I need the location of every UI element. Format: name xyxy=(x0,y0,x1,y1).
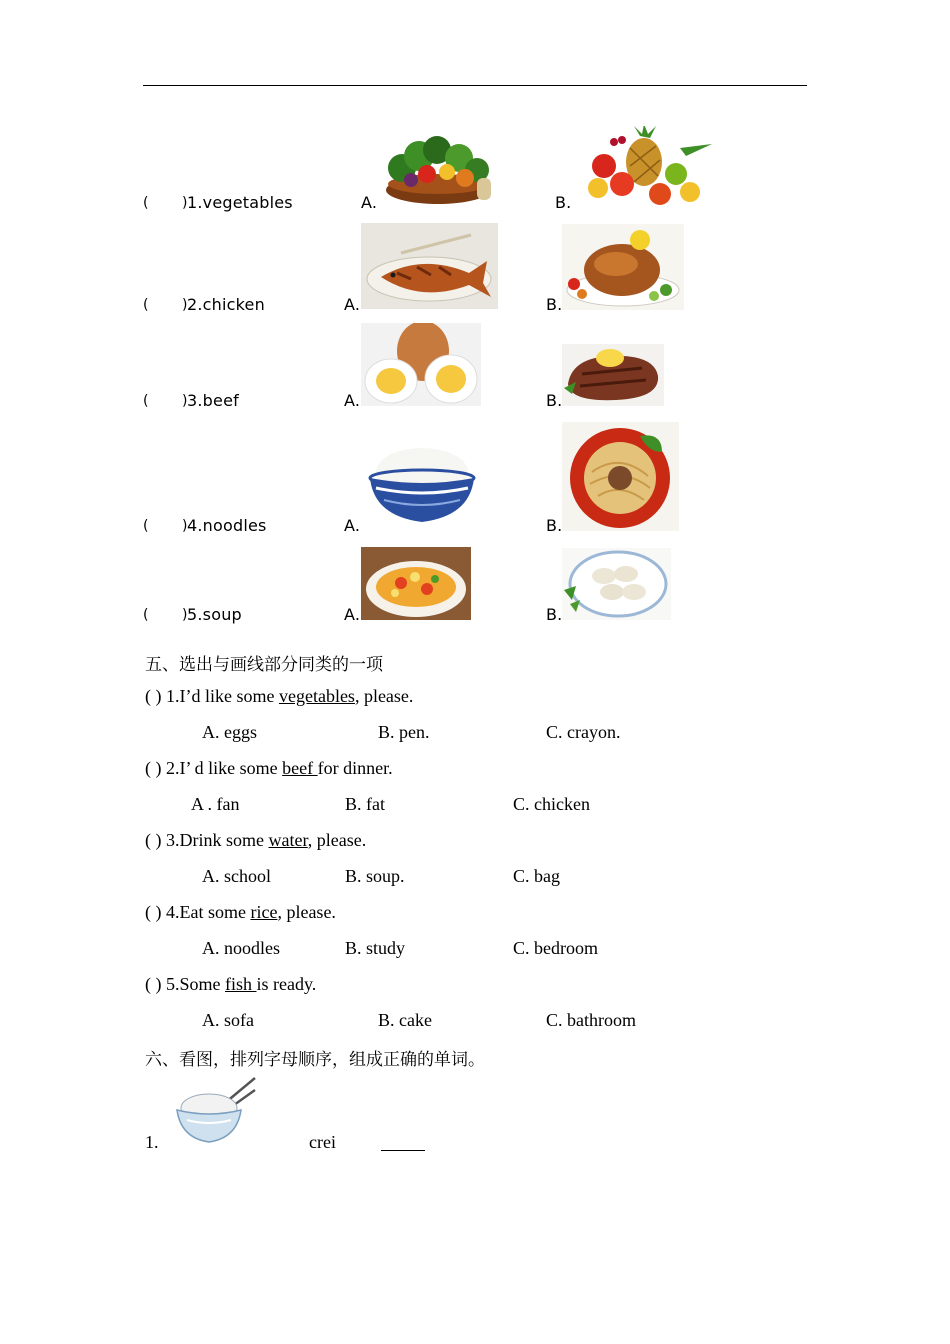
option-b: B. study xyxy=(345,938,406,958)
underlined-word: vegetables xyxy=(278,686,355,706)
question-prefix: ( ) 4.Eat some xyxy=(145,902,251,922)
question-suffix: for dinner. xyxy=(317,758,393,778)
header-rule xyxy=(143,85,807,86)
underlined-word: fish xyxy=(225,974,257,994)
question-word: 4.noodles xyxy=(187,516,267,535)
question-suffix: is ready. xyxy=(256,974,317,994)
noodles-bowl-icon[interactable] xyxy=(562,422,679,531)
rice-bowl-icon xyxy=(173,1076,257,1144)
vegetables-basket-icon[interactable] xyxy=(377,128,499,208)
option-b: B. cake xyxy=(378,1010,432,1030)
roast-chicken-icon[interactable] xyxy=(562,224,684,310)
option-c: C. crayon. xyxy=(546,722,621,742)
item-number: 1. xyxy=(145,1132,159,1152)
question-prefix: ( ) 1.I’d like some xyxy=(145,686,279,706)
underlined-word: rice xyxy=(250,902,278,922)
option-a: A. school xyxy=(202,866,271,886)
answer-blank[interactable] xyxy=(381,1136,425,1156)
tomato-egg-soup-icon[interactable] xyxy=(361,547,471,620)
question-word: 1.vegetables xyxy=(187,193,293,212)
option-a-label: A. xyxy=(344,516,361,535)
option-c: C. chicken xyxy=(513,794,590,814)
option-c: C. bedroom xyxy=(513,938,598,958)
answer-paren-open: ( xyxy=(143,195,149,211)
option-a-label: A. xyxy=(361,193,378,212)
option-a-label: A. xyxy=(344,605,361,624)
question-word: 2.chicken xyxy=(187,295,265,314)
beef-steak-icon[interactable] xyxy=(562,344,664,406)
question-text xyxy=(145,974,316,995)
section-5-title: 五、选出与画线部分同类的一项 xyxy=(145,655,383,675)
answer-paren-close: ) xyxy=(182,297,188,313)
question-prefix: ( ) 2.I’ d like some xyxy=(145,758,283,778)
option-a-label: A. xyxy=(344,295,361,314)
fried-fish-icon[interactable] xyxy=(361,223,498,309)
underlined-word: water xyxy=(268,830,308,850)
question-suffix: , please. xyxy=(307,830,367,850)
section-6-title: 六、看图，排列字母顺序，组成正确的单词。 xyxy=(145,1050,485,1070)
answer-paren-open: ( xyxy=(143,297,149,313)
question-text xyxy=(145,902,336,923)
question-text xyxy=(145,686,413,707)
option-b-label: B. xyxy=(546,605,563,624)
question-suffix: , please. xyxy=(277,902,336,922)
option-a-label: A. xyxy=(344,391,361,410)
underlined-word: beef xyxy=(282,758,318,778)
scrambled-letters: crei xyxy=(309,1132,336,1152)
option-b: B. fat xyxy=(345,794,385,814)
question-word: 3.beef xyxy=(187,391,239,410)
answer-paren-close: ) xyxy=(182,607,188,623)
answer-paren-open: ( xyxy=(143,607,149,623)
answer-paren-close: ) xyxy=(182,393,188,409)
fruit-pile-icon[interactable] xyxy=(578,126,716,210)
option-b: B. pen. xyxy=(378,722,430,742)
boiled-eggs-icon[interactable] xyxy=(361,323,481,406)
answer-paren-open: ( xyxy=(143,393,149,409)
question-word: 5.soup xyxy=(187,605,242,624)
question-prefix: ( ) 5.Some xyxy=(145,974,225,994)
option-c: C. bag xyxy=(513,866,560,886)
option-a: A. eggs xyxy=(202,722,257,742)
option-b-label: B. xyxy=(546,391,563,410)
option-b-label: B. xyxy=(546,516,563,535)
option-a: A . fan xyxy=(191,794,240,814)
answer-paren-close: ) xyxy=(182,518,188,534)
answer-paren-open: ( xyxy=(143,518,149,534)
option-b-label: B. xyxy=(546,295,563,314)
option-a: A. noodles xyxy=(202,938,280,958)
question-prefix: ( ) 3.Drink some xyxy=(145,830,269,850)
question-suffix: , please. xyxy=(354,686,414,706)
rice-bowl-icon[interactable] xyxy=(364,444,480,528)
question-text xyxy=(145,758,393,779)
dumplings-plate-icon[interactable] xyxy=(562,548,671,620)
option-c: C. bathroom xyxy=(546,1010,636,1030)
option-a: A. sofa xyxy=(202,1010,254,1030)
question-text xyxy=(145,830,366,851)
option-b: B. soup. xyxy=(345,866,405,886)
option-b-label: B. xyxy=(555,193,572,212)
answer-paren-close: ) xyxy=(182,195,188,211)
